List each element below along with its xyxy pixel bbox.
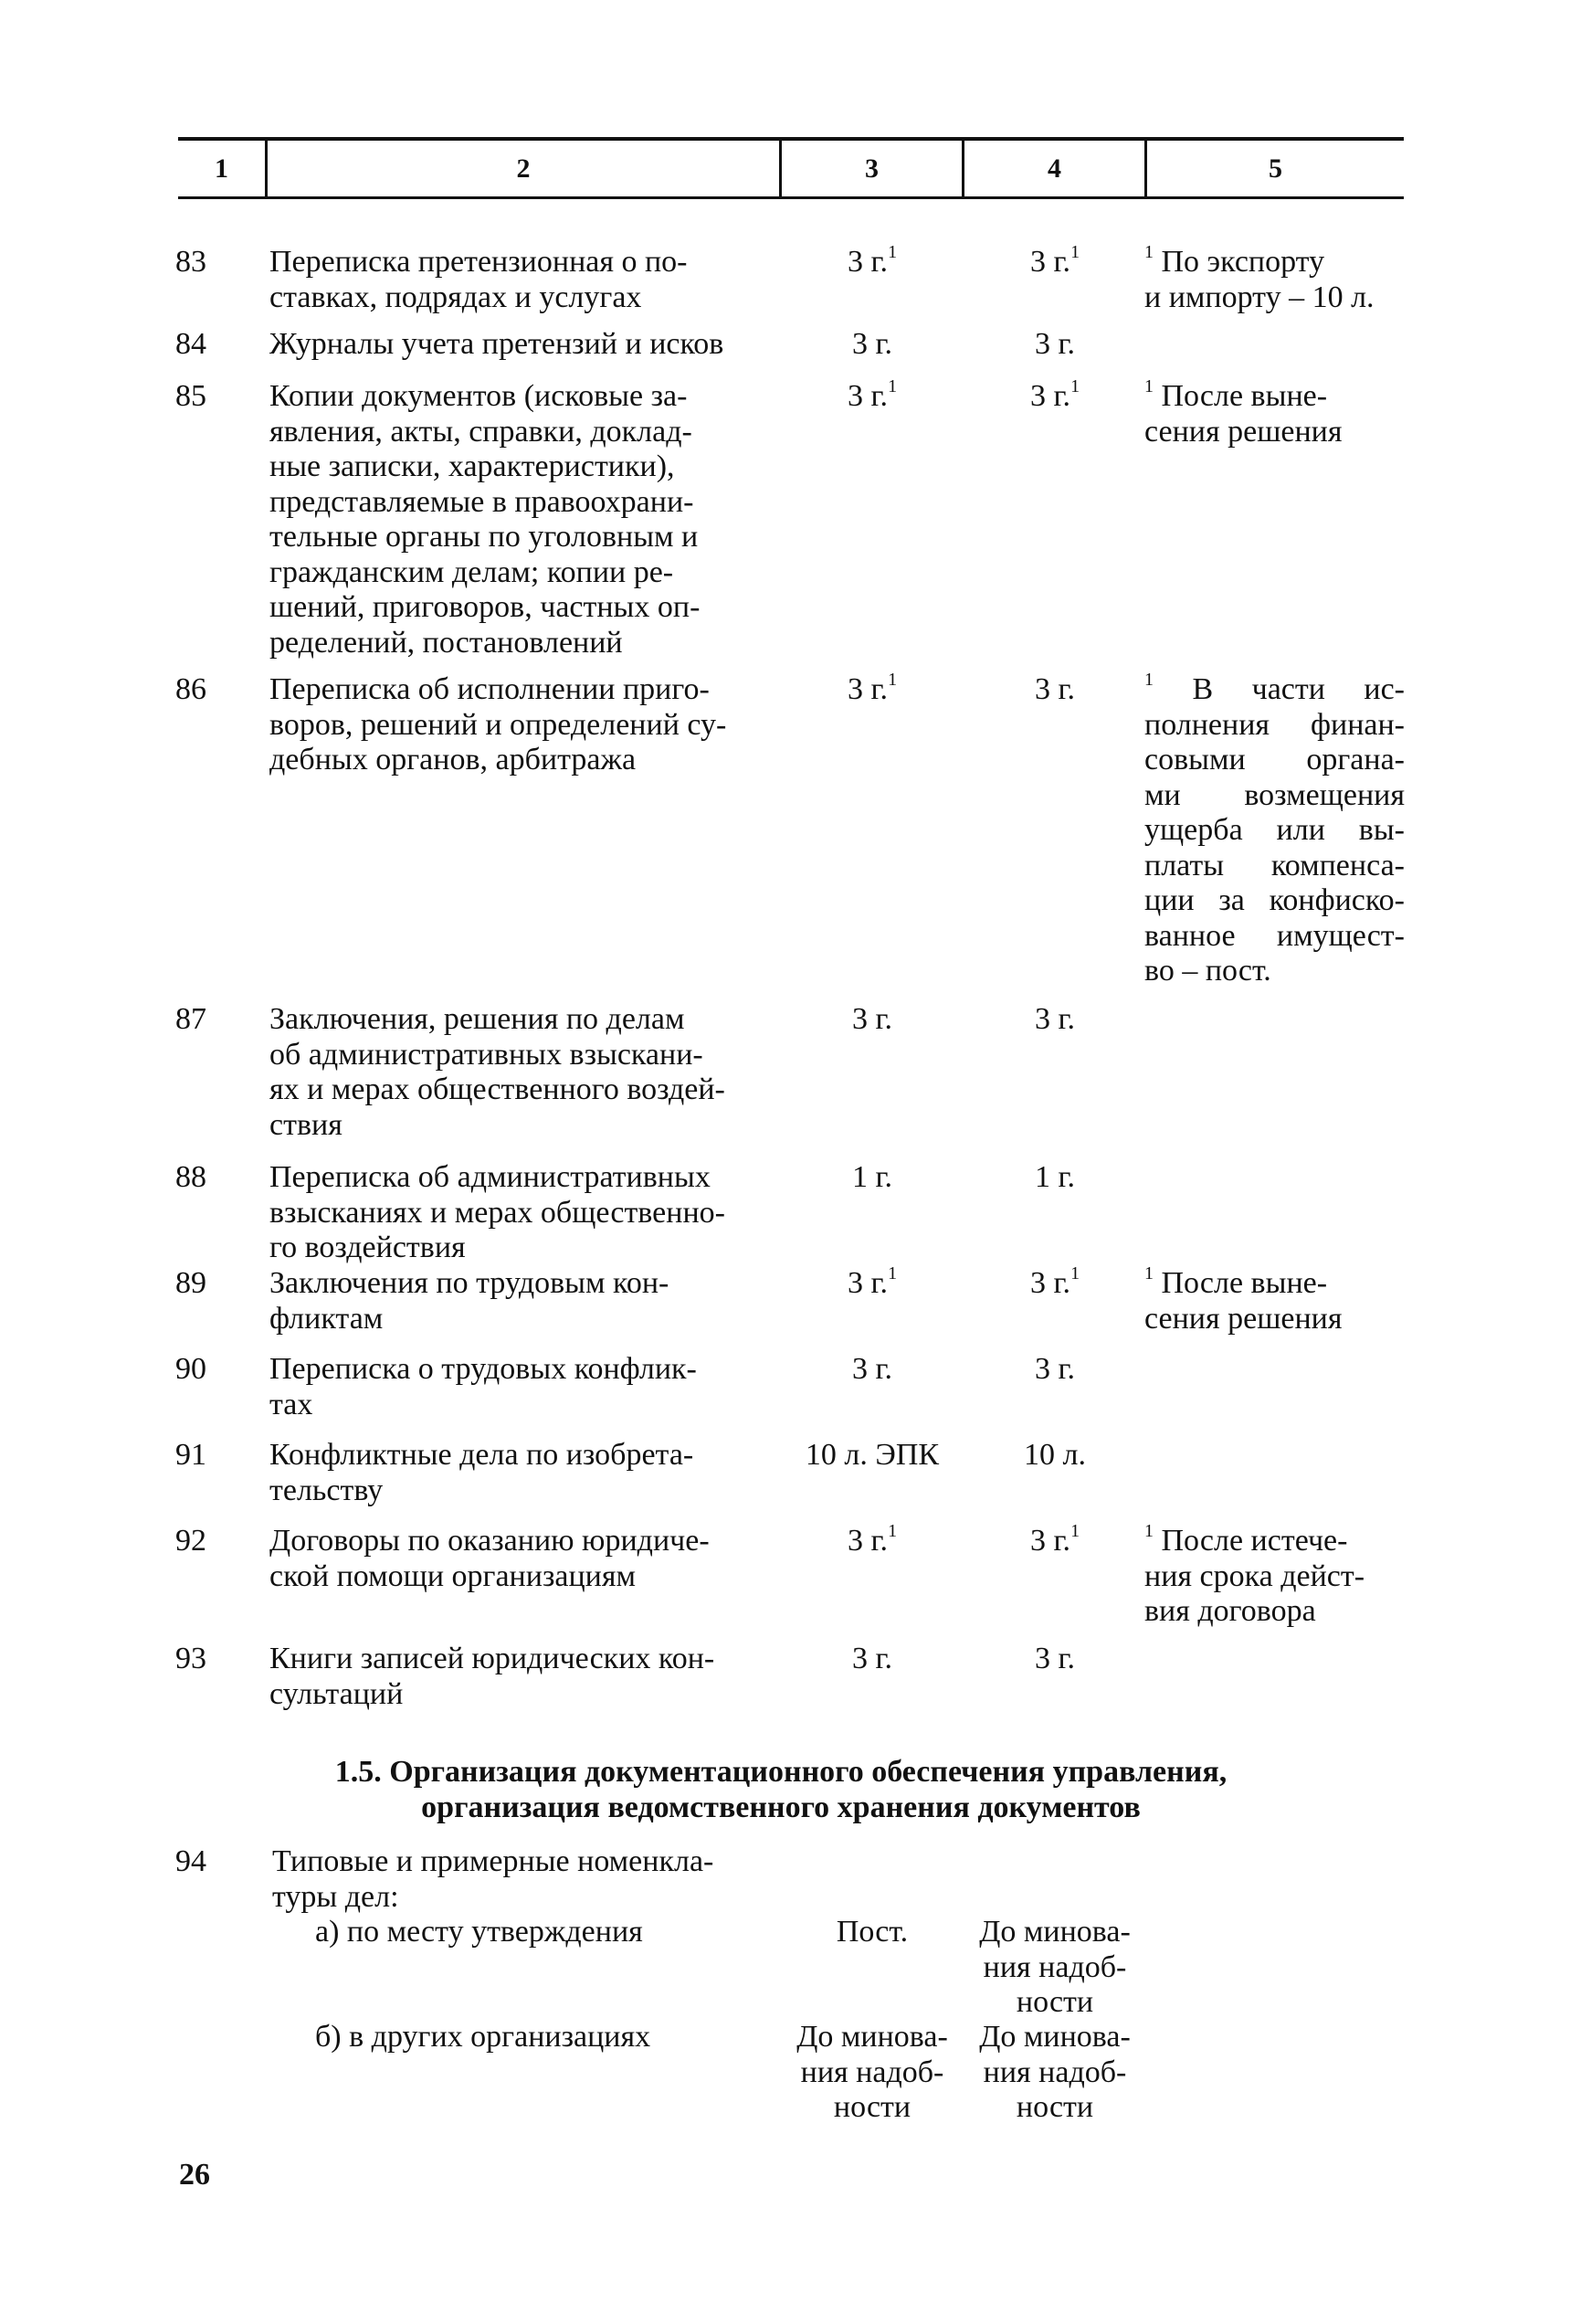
note-line [1144, 954, 1405, 989]
note-line [1144, 743, 1405, 778]
footnote-marker: 1 [888, 1520, 898, 1541]
term-value: 10 л. ЭПК [805, 1438, 940, 1472]
note-line [1144, 415, 1405, 450]
row-description [269, 1524, 767, 1594]
footnote-marker: 1 [1144, 375, 1154, 396]
description-line: тельные органы по уголовным и [269, 520, 699, 554]
subitem-a-col3 [790, 1915, 954, 1950]
note-line [1144, 375, 1405, 415]
description-line: туры дел: [272, 1879, 399, 1914]
term-value: 3 г. [847, 1266, 889, 1300]
description-line: гражданским делам; копии ре- [269, 555, 674, 589]
retention-term-col4 [973, 1002, 1137, 1038]
note-line [1144, 919, 1405, 955]
row-number: 86 [175, 672, 206, 706]
retention-term-col3 [790, 241, 954, 280]
value-line: ности [833, 2090, 911, 2124]
description-line: Заключения, решения по делам [269, 1002, 685, 1036]
description-line: Переписка об административных [269, 1160, 711, 1194]
footnote-marker: 1 [1070, 241, 1080, 262]
retention-term-col4 [973, 1262, 1137, 1302]
term-value: 3 г. [1034, 1352, 1076, 1386]
value-line: До минова- [796, 2020, 948, 2054]
retention-term-col3 [790, 1438, 954, 1474]
row-description [269, 672, 767, 778]
term-value: 3 г. [1029, 379, 1071, 413]
footnote-marker: 1 [1070, 375, 1080, 396]
footnote-marker: 1 [1070, 1520, 1080, 1541]
footnote-marker: 1 [1070, 1262, 1080, 1283]
retention-term-col3 [790, 1642, 954, 1677]
description-line: Копии документов (исковые за- [269, 379, 688, 413]
note-text: По экспорту [1161, 245, 1325, 279]
retention-term-col4 [973, 327, 1137, 363]
note-line [1144, 813, 1405, 849]
note-text: После выне- [1161, 1266, 1328, 1300]
page-number: 26 [179, 2158, 210, 2192]
retention-term-col4 [973, 1352, 1137, 1388]
row-number: 92 [175, 1524, 206, 1558]
note-line [1144, 1559, 1405, 1595]
row-number: 90 [175, 1352, 206, 1386]
retention-term-col4 [973, 1642, 1137, 1677]
row-number: 94 [175, 1844, 206, 1878]
term-value: 3 г. [851, 1352, 893, 1386]
note-text: сения решения [1144, 414, 1343, 449]
value-line: До минова- [979, 2020, 1131, 2054]
note-text: вия договора [1144, 1594, 1316, 1628]
note-text: и импорту – 10 л. [1144, 280, 1375, 314]
retention-term-col3 [790, 669, 954, 708]
row-note [1144, 1520, 1405, 1630]
note-line [1144, 883, 1405, 919]
retention-term-col4 [973, 1520, 1137, 1559]
term-value: 3 г. [847, 379, 889, 413]
description-line: дебных органов, арбитража [269, 743, 637, 776]
value-line: ности [1016, 2090, 1094, 2124]
description-line: ределений, постановлений [269, 625, 623, 660]
description-line: Заключения по трудовым кон- [269, 1266, 669, 1300]
row-number: 93 [175, 1642, 206, 1675]
description-line: явления, акты, справки, доклад- [269, 414, 692, 449]
value-line: ния надоб- [800, 2055, 944, 2089]
row-description [269, 1642, 767, 1712]
retention-term-col4 [973, 672, 1137, 708]
description-line: ствия [269, 1107, 342, 1142]
row-note [1144, 241, 1405, 315]
note-line [1144, 1302, 1405, 1337]
header-col-1: 1 [215, 153, 228, 184]
retention-term-col3 [790, 1262, 954, 1302]
note-text: во – пост. [1144, 954, 1271, 988]
row-description [269, 327, 767, 363]
note-text: совыми органа- [1144, 743, 1405, 776]
note-text: платы компенса- [1144, 848, 1405, 882]
retention-term-col3 [790, 375, 954, 415]
retention-term-col3 [790, 327, 954, 363]
value-line: До минова- [979, 1915, 1131, 1949]
row-number: 91 [175, 1438, 206, 1472]
footnote-marker: 1 [888, 241, 898, 262]
term-value: 3 г. [851, 1642, 893, 1675]
value-line: Пост. [836, 1915, 909, 1949]
header-col-4: 4 [1048, 153, 1061, 184]
term-value: 3 г. [847, 672, 889, 706]
description-line: шений, приговоров, частных оп- [269, 590, 701, 624]
retention-term-col3 [790, 1160, 954, 1196]
description-line: фликтам [269, 1301, 384, 1336]
note-text: ции за конфиско- [1144, 883, 1405, 917]
description-line: Типовые и примерные номенкла- [272, 1844, 714, 1878]
note-line [1144, 1262, 1405, 1302]
term-value: 3 г. [1034, 672, 1076, 706]
term-value: 3 г. [847, 1524, 889, 1558]
footnote-marker: 1 [888, 669, 898, 690]
term-value: 3 г. [847, 245, 889, 279]
note-text: В части ис- [1192, 672, 1406, 706]
description-line: сультаций [269, 1676, 404, 1711]
section-heading [274, 1755, 1288, 1825]
term-value: 3 г. [851, 327, 893, 361]
note-text: полнения финан- [1144, 707, 1405, 742]
description-line: Переписка претензионная о по- [269, 245, 688, 279]
description-line: Журналы учета претензий и исков [269, 327, 724, 361]
row-number: 87 [175, 1002, 206, 1036]
row-number: 89 [175, 1266, 206, 1300]
row-note [1144, 1262, 1405, 1336]
footnote-marker: 1 [1144, 241, 1154, 262]
note-text: ми возмещения [1144, 777, 1405, 812]
footnote-marker: 1 [1144, 669, 1154, 690]
term-value: 3 г. [1029, 1524, 1071, 1558]
row-number: 85 [175, 379, 206, 413]
description-line: ставках, подрядах и услугах [269, 280, 642, 314]
row-description [269, 1002, 767, 1143]
retention-term-col4 [973, 1160, 1137, 1196]
row-description [272, 1844, 770, 1915]
note-line [1144, 1520, 1405, 1559]
footnote-marker: 1 [888, 375, 898, 396]
note-line [1144, 280, 1405, 316]
row-description [269, 379, 767, 660]
description-line: Книги записей юридических кон- [269, 1642, 715, 1675]
description-line: го воздействия [269, 1231, 466, 1264]
note-text: ущерба или вы- [1144, 813, 1405, 847]
subitem-a-col4 [973, 1915, 1137, 2021]
retention-term-col3 [790, 1352, 954, 1388]
row-description [269, 245, 767, 315]
term-value: 3 г. [1034, 327, 1076, 361]
note-line [1144, 669, 1406, 708]
header-col-5: 5 [1269, 153, 1282, 184]
note-line [1144, 241, 1405, 280]
note-text: После истече- [1161, 1524, 1348, 1558]
description-line: ской помощи организациям [269, 1558, 637, 1593]
note-line [1144, 708, 1405, 744]
retention-term-col4 [973, 1438, 1137, 1474]
description-line: ные записки, характеристики), [269, 449, 675, 483]
description-line: тах [269, 1387, 313, 1421]
subitem-b-col4 [973, 2020, 1137, 2126]
term-value: 3 г. [851, 1002, 893, 1036]
description-line: тельству [269, 1473, 384, 1507]
note-text: ния срока дейст- [1144, 1558, 1365, 1593]
table-header-rule [178, 196, 1404, 199]
footnote-marker: 1 [888, 1262, 898, 1283]
row-note [1144, 669, 1406, 989]
section-heading-line: организация ведомственного хранения документов [421, 1790, 1141, 1824]
header-col-2: 2 [516, 153, 531, 184]
note-text: сения решения [1144, 1301, 1343, 1336]
retention-term-col4 [973, 241, 1137, 280]
value-line: ния надоб- [983, 1949, 1127, 1984]
description-line: Переписка об исполнении приго- [269, 672, 710, 706]
subitem-b-label: б) в других организациях [315, 2020, 651, 2054]
description-line: представляемые в правоохрани- [269, 484, 694, 519]
retention-term-col4 [973, 375, 1137, 415]
value-line: ности [1016, 1985, 1094, 2019]
footnote-marker: 1 [1144, 1520, 1154, 1541]
term-value: 1 г. [1034, 1160, 1076, 1194]
note-text: После выне- [1161, 379, 1328, 413]
row-number: 84 [175, 327, 206, 361]
retention-term-col3 [790, 1002, 954, 1038]
row-description [269, 1160, 767, 1266]
note-line [1144, 1594, 1405, 1630]
header-col-3: 3 [865, 153, 879, 184]
note-text: ванное имущест- [1144, 918, 1405, 953]
term-value: 1 г. [851, 1160, 893, 1194]
description-line: Конфликтные дела по изобрета- [269, 1438, 694, 1472]
row-description [269, 1438, 767, 1508]
subitem-b-col3 [790, 2020, 954, 2126]
footnote-marker: 1 [1144, 1262, 1154, 1283]
term-value: 3 г. [1029, 1266, 1071, 1300]
row-number: 88 [175, 1160, 206, 1194]
retention-term-col3 [790, 1520, 954, 1559]
term-value: 3 г. [1034, 1002, 1076, 1036]
row-number: 83 [175, 245, 206, 279]
row-description [269, 1266, 767, 1336]
term-value: 3 г. [1029, 245, 1071, 279]
term-value: 3 г. [1034, 1642, 1076, 1675]
row-note [1144, 375, 1405, 449]
row-description [269, 1352, 767, 1422]
description-line: воров, решений и определений су- [269, 707, 727, 742]
subitem-a-label: а) по месту утверждения [315, 1915, 643, 1949]
description-line: Переписка о трудовых конфлик- [269, 1352, 697, 1386]
description-line: ях и мерах общественного воздей- [269, 1072, 725, 1106]
table-top-rule [178, 137, 1404, 141]
note-line [1144, 849, 1405, 884]
note-line [1144, 778, 1405, 814]
term-value: 10 л. [1024, 1438, 1086, 1472]
section-heading-line: 1.5. Организация документационного обеспечения управления, [334, 1755, 1228, 1789]
description-line: взысканиях и мерах общественно- [269, 1195, 725, 1230]
description-line: об административных взыскани- [269, 1037, 703, 1072]
description-line: Договоры по оказанию юридиче- [269, 1524, 710, 1558]
value-line: ния надоб- [983, 2055, 1127, 2089]
